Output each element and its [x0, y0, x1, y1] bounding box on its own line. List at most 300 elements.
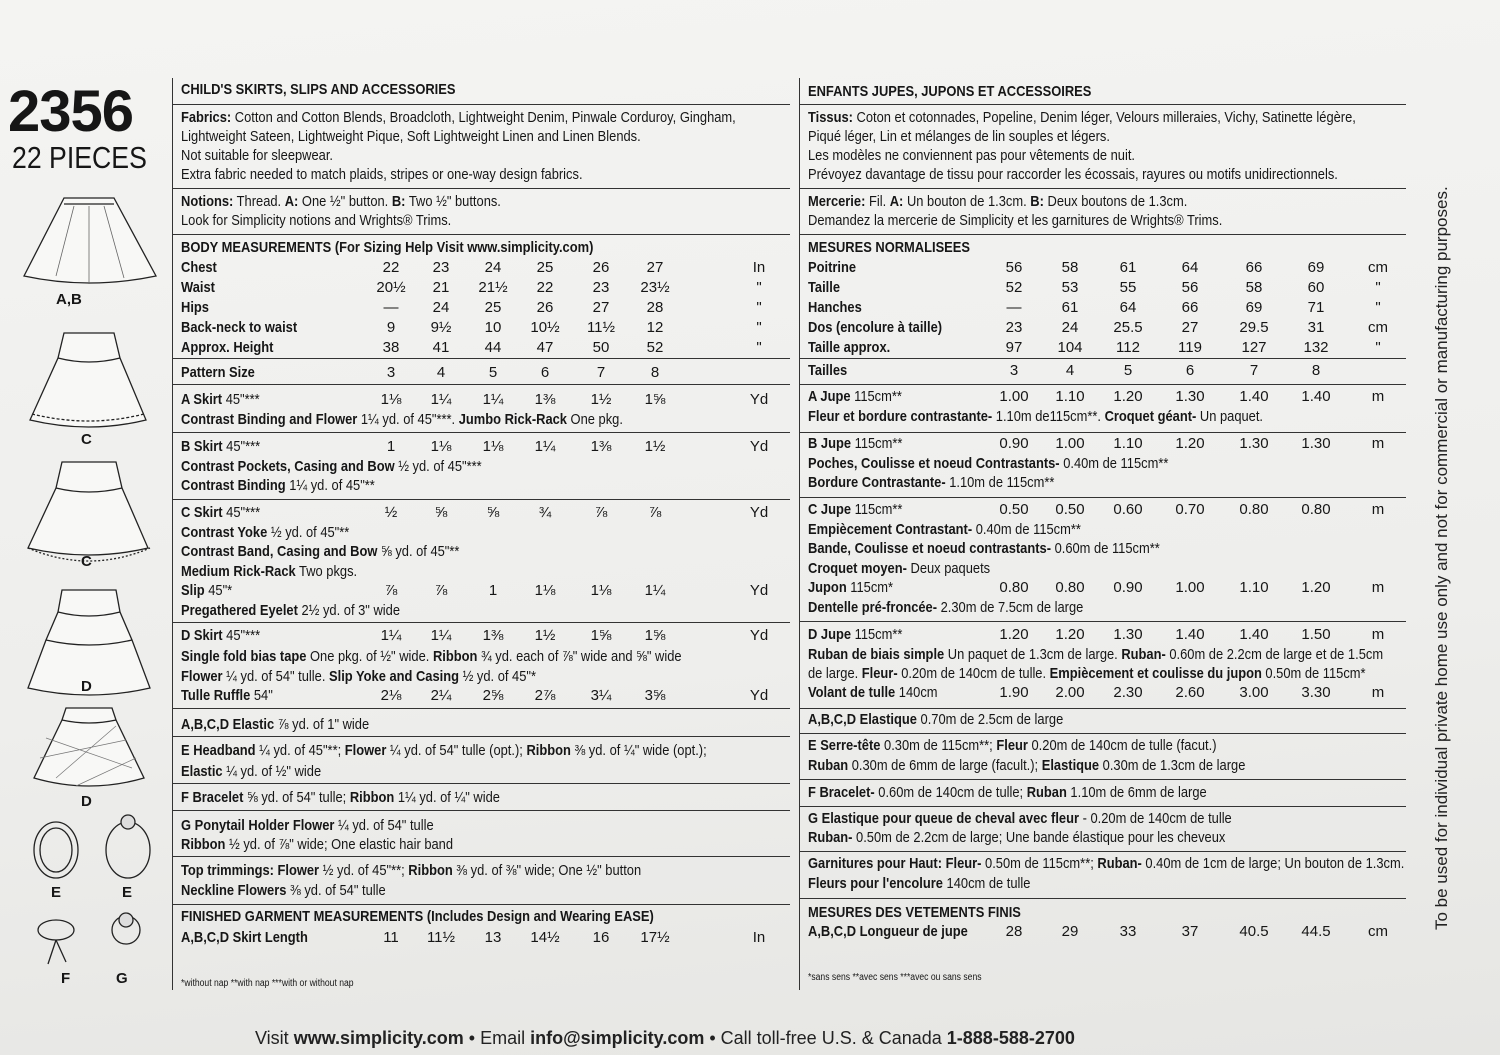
piece-count: 22 PIECES	[12, 140, 147, 175]
en-body-5-label: Approx. Height	[181, 339, 274, 356]
en-body-5-value-5: 50	[592, 339, 610, 356]
en-b-value-4: 1¼	[534, 438, 556, 455]
en-d-value-1: 1¼	[380, 627, 402, 644]
en-tulle-unit: Yd	[749, 687, 769, 704]
en-c-value-6: ⅞	[648, 504, 662, 521]
en-body-1-unit: In	[752, 259, 766, 276]
fr-top-trimmings: Garnitures pour Haut: Fleur- 0.50m de 115cm**; Ruban- 0.40m de 1cm de large; Un bouton de 1.3cm.	[808, 855, 1405, 872]
en-c-band: Contrast Band, Casing and Bow ⅝ yd. of 45"**	[181, 543, 460, 560]
en-body-2-value-4: 22	[536, 279, 554, 296]
fr-body-2-label: Taille	[808, 279, 841, 296]
en-d-value-5: 1⅝	[590, 627, 612, 644]
en-a-contrast: Contrast Binding and Flower 1¼ yd. of 45"***. Jumbo Rick-Rack One pkg.	[181, 411, 623, 428]
en-notions-line2: Look for Simplicity notions and Wrights® Trims.	[181, 212, 452, 229]
fr-body-3-value-1: —	[1006, 299, 1022, 316]
en-notions-line1: Notions: Thread. A: One ½" button. B: Two ½" buttons.	[181, 193, 501, 210]
fr-finished-value-6: 44.5	[1301, 923, 1331, 940]
en-g-divider	[173, 810, 790, 811]
fr-body-1-value-6: 69	[1307, 259, 1325, 276]
fr-d-value-1: 1.20	[999, 626, 1029, 643]
skirt-sketches	[16, 188, 186, 988]
en-d-value-6: 1⅝	[644, 627, 666, 644]
fr-a-row	[800, 387, 1406, 406]
en-fabrics-line1: Fabrics: Cotton and Cotton Blends, Broadcloth, Lightweight Denim, Pinwale Corduroy, Gingham,	[181, 109, 736, 126]
fr-a-value-1: 1.00	[999, 388, 1029, 405]
view-label-d2: D	[81, 793, 92, 810]
en-slip-value-2: ⅞	[434, 582, 448, 599]
en-finished-value-2: 11½	[426, 929, 456, 946]
en-f-divider	[173, 783, 790, 784]
en-fabrics-block	[173, 104, 790, 105]
en-slip-value-6: 1¼	[644, 582, 666, 599]
en-title: CHILD'S SKIRTS, SLIPS AND ACCESSORIES	[181, 81, 456, 98]
fr-c-value-4: 0.70	[1175, 501, 1205, 518]
en-d-divider	[173, 622, 790, 623]
en-g-ponytail: G Ponytail Holder Flower ¼ yd. of 54" tulle	[181, 817, 434, 834]
fr-neckline: Fleurs pour l'encolure 140cm de tulle	[808, 875, 1031, 892]
en-elastic-divider	[173, 708, 790, 709]
en-b-pockets: Contrast Pockets, Casing and Bow ½ yd. of 45"***	[181, 458, 482, 475]
en-top-divider	[173, 856, 790, 857]
fr-b-value-1: 0.90	[999, 435, 1029, 452]
en-a-value-3: 1¼	[482, 391, 504, 408]
fr-g-ribbon: Ruban- 0.50m de 2.2cm de large; Une bande élastique pour les cheveux	[808, 829, 1226, 846]
fr-elastic: A,B,C,D Elastique 0.70m de 2.5cm de large	[808, 711, 1064, 728]
fr-body-5-value-2: 104	[1057, 339, 1083, 356]
fr-size-value-3: 5	[1123, 362, 1133, 379]
fr-b-pockets: Poches, Coulisse et noeud Contrastants- 0.40m de 115cm**	[808, 455, 1169, 472]
en-body-1-value-3: 24	[484, 259, 502, 276]
en-d-value-2: 1¼	[430, 627, 452, 644]
fr-body-1-value-2: 58	[1061, 259, 1079, 276]
fr-body-2-value-2: 53	[1061, 279, 1079, 296]
en-e-headband: E Headband ¼ yd. of 45"**; Flower ¼ yd. of 54" tulle (opt.); Ribbon ⅜ yd. of ¼" wide (opt.);	[181, 742, 707, 759]
fr-body-5-unit: "	[1375, 339, 1381, 356]
fr-tulle-unit: m	[1371, 684, 1385, 701]
en-b-value-2: 1⅛	[430, 438, 452, 455]
fr-c-value-1: 0.50	[999, 501, 1029, 518]
fr-body-4-value-2: 24	[1061, 319, 1079, 336]
en-body-1-value-4: 25	[536, 259, 554, 276]
en-tulle-value-2: 2¼	[430, 687, 452, 704]
fr-d-bias: Ruban de biais simple Un paquet de 1.3cm de large. Ruban- 0.60m de 2.2cm de large et de 1.5cm	[808, 646, 1384, 663]
fr-tulle-value-2: 2.00	[1055, 684, 1085, 701]
headband-e2-drawing	[106, 822, 150, 878]
fr-a-divider	[800, 384, 1406, 385]
fr-finished-row	[800, 922, 1406, 941]
en-body-3-value-2: 24	[432, 299, 450, 316]
en-c-eyelet: Pregathered Eyelet 2½ yd. of 3" wide	[181, 602, 400, 619]
en-d-row	[173, 626, 790, 645]
fr-a-unit: m	[1371, 388, 1385, 405]
en-body-2-row	[173, 278, 790, 297]
en-body-2-value-6: 23½	[640, 279, 670, 296]
fr-finished-value-2: 29	[1061, 923, 1079, 940]
en-fabrics-line2: Lightweight Sateen, Lightweight Pique, Soft Lightweight Linen and Linen Blends.	[181, 128, 641, 145]
en-finished-value-4: 14½	[530, 929, 560, 946]
en-body-1-value-1: 22	[382, 259, 400, 276]
fr-a-contrast: Fleur et bordure contrastante- 1.10m de115cm**. Croquet géant- Un paquet.	[808, 408, 1264, 425]
fr-body-5-row	[800, 338, 1406, 357]
en-e-divider	[173, 736, 790, 737]
en-slip-label: Slip 45"*	[181, 582, 233, 599]
fr-d-label: D Jupe 115cm**	[808, 626, 903, 643]
en-body-4-label: Back-neck to waist	[181, 319, 298, 336]
fr-title: ENFANTS JUPES, JUPONS ET ACCESSOIRES	[808, 83, 1092, 100]
en-body-4-value-3: 10	[484, 319, 502, 336]
fr-body-4-label: Dos (encolure à taille)	[808, 319, 943, 336]
en-size-value-5: 7	[596, 364, 606, 381]
fr-notions-line2: Demandez la mercerie de Simplicity et les garnitures de Wrights® Trims.	[808, 212, 1223, 229]
en-fabrics-line4: Extra fabric needed to match plaids, stripes or one-way design fabrics.	[181, 166, 583, 183]
en-finished-label: A,B,C,D Skirt Length	[181, 929, 308, 946]
en-body-5-value-1: 38	[382, 339, 400, 356]
fr-a-value-2: 1.10	[1055, 388, 1085, 405]
fr-body-3-value-4: 66	[1181, 299, 1199, 316]
fr-body-1-value-5: 66	[1245, 259, 1263, 276]
fr-finished-label: A,B,C,D Longueur de jupe	[808, 923, 968, 940]
en-body-3-value-6: 28	[646, 299, 664, 316]
en-finished-divider	[173, 904, 790, 905]
en-b-label: B Skirt 45"***	[181, 438, 261, 455]
fr-c-label: C Jupe 115cm**	[808, 501, 903, 518]
usage-restriction-note: To be used for individual private home use only and not for commercial or manufacturing purposes.	[1432, 186, 1451, 930]
fr-body-2-row	[800, 278, 1406, 297]
skirt-d-tulle-drawing	[34, 708, 144, 786]
fr-body-2-value-5: 58	[1245, 279, 1263, 296]
view-label-c2: C	[81, 553, 92, 570]
fr-a-value-6: 1.40	[1301, 388, 1331, 405]
fr-a-value-4: 1.30	[1175, 388, 1205, 405]
bracelet-f-drawing	[38, 920, 74, 940]
en-finished-value-1: 11	[383, 929, 399, 946]
en-c-value-1: ½	[384, 504, 398, 521]
fr-finished-divider	[800, 898, 1406, 899]
fr-body-1-row	[800, 258, 1406, 277]
fr-body-4-value-1: 23	[1005, 319, 1023, 336]
fr-body-header: MESURES NORMALISEES	[808, 239, 970, 256]
fr-b-value-4: 1.20	[1175, 435, 1205, 452]
en-c-value-5: ⅞	[594, 504, 608, 521]
english-column	[172, 78, 790, 990]
fr-tulle-row	[800, 683, 1406, 702]
en-tulle-value-3: 2⅝	[482, 687, 504, 704]
en-finished-header: FINISHED GARMENT MEASUREMENTS (Includes Design and Wearing EASE)	[181, 908, 654, 925]
fr-body-1-unit: cm	[1368, 259, 1388, 276]
en-a-divider	[173, 384, 790, 385]
fr-finished-value-4: 37	[1181, 923, 1199, 940]
fr-finished-value-5: 40.5	[1239, 923, 1269, 940]
en-body-4-value-1: 9	[386, 319, 396, 336]
fr-d-flower: de large. Fleur- 0.20m de 140cm de tulle. Empiècement et coulisse du jupon 0.50m de 115cm*	[808, 665, 1366, 682]
en-top-trimmings: Top trimmings: Flower ½ yd. of 45"**; Ribbon ⅜ yd. of ⅜" wide; One ½" button	[181, 862, 642, 879]
fr-tulle-value-1: 1.90	[999, 684, 1029, 701]
view-label-g: G	[116, 970, 128, 987]
fr-c-eyelet: Dentelle pré-froncée- 2.30m de 7.5cm de large	[808, 599, 1084, 616]
fr-body-3-unit: "	[1375, 299, 1381, 316]
fr-a-value-5: 1.40	[1239, 388, 1269, 405]
en-slip-value-4: 1⅛	[534, 582, 556, 599]
footer-contact: Visit www.simplicity.com • Email info@simplicity.com • Call toll-free U.S. & Canada 1-888-588-2700	[255, 1028, 1075, 1048]
fr-body-3-value-3: 64	[1119, 299, 1137, 316]
fr-size-value-6: 8	[1311, 362, 1321, 379]
en-body-3-value-1: —	[383, 299, 399, 316]
en-body-4-value-2: 9½	[430, 319, 452, 336]
en-body-1-value-2: 23	[432, 259, 450, 276]
en-tulle-row	[173, 686, 790, 705]
en-d-value-4: 1½	[534, 627, 556, 644]
en-finished-value-6: 17½	[640, 929, 670, 946]
fr-size-value-4: 6	[1185, 362, 1195, 379]
pattern-number: 2356	[8, 79, 134, 144]
fr-c-band: Bande, Coulisse et noeud contrastants- 0.60m de 115cm**	[808, 540, 1160, 557]
fr-e-ribbon: Ruban 0.30m de 6mm de large (facult.); Elastique 0.30m de 1.3cm de large	[808, 757, 1246, 774]
en-slip-row	[173, 581, 790, 600]
en-elastic: A,B,C,D Elastic ⅞ yd. of 1" wide	[181, 716, 370, 733]
fr-finished-value-1: 28	[1005, 923, 1023, 940]
fr-tulle-value-3: 2.30	[1113, 684, 1143, 701]
en-slip-unit: Yd	[749, 582, 769, 599]
en-body-3-row	[173, 298, 790, 317]
fr-body-1-value-4: 64	[1181, 259, 1199, 276]
en-c-unit: Yd	[749, 504, 769, 521]
en-body-4-unit: "	[756, 319, 762, 336]
en-a-value-5: 1½	[590, 391, 612, 408]
en-a-value-2: 1¼	[430, 391, 452, 408]
fr-c-value-5: 0.80	[1239, 501, 1269, 518]
fr-body-4-unit: cm	[1368, 319, 1388, 336]
fr-d-row	[800, 625, 1406, 644]
en-d-label: D Skirt 45"***	[181, 627, 261, 644]
en-a-value-4: 1⅜	[534, 391, 556, 408]
en-body-5-row	[173, 338, 790, 357]
fr-body-2-value-1: 52	[1005, 279, 1023, 296]
en-body-5-unit: "	[756, 339, 762, 356]
en-tulle-value-1: 2⅛	[380, 687, 402, 704]
en-body-4-value-5: 11½	[586, 319, 616, 336]
fr-c-value-2: 0.50	[1055, 501, 1085, 518]
en-b-value-5: 1⅜	[590, 438, 612, 455]
fr-tulle-value-4: 2.60	[1175, 684, 1205, 701]
en-size-value-6: 8	[650, 364, 660, 381]
en-body-1-label: Chest	[181, 259, 217, 276]
fr-finished-header: MESURES DES VETEMENTS FINIS	[808, 904, 1021, 921]
en-body-2-value-2: 21	[432, 279, 450, 296]
fr-b-value-2: 1.00	[1055, 435, 1085, 452]
fr-d-value-5: 1.40	[1239, 626, 1269, 643]
en-b-value-1: 1	[386, 438, 396, 455]
fr-size-value-1: 3	[1009, 362, 1019, 379]
fr-slip-row	[800, 578, 1406, 597]
fr-f-bracelet: F Bracelet- 0.60m de 140cm de tulle; Ruban 1.10m de 6mm de large	[808, 784, 1207, 801]
en-finished-value-5: 16	[592, 929, 610, 946]
fr-b-unit: m	[1371, 435, 1385, 452]
en-body-5-value-2: 41	[432, 339, 450, 356]
view-label-f: F	[61, 970, 71, 987]
fr-notions-line1: Mercerie: Fil. A: Un bouton de 1.3cm. B: Deux boutons de 1.3cm.	[808, 193, 1188, 210]
fr-slip-value-3: 0.90	[1113, 579, 1143, 596]
fr-body-2-value-4: 56	[1181, 279, 1199, 296]
footer-website-link[interactable]: www.simplicity.com	[293, 1028, 464, 1048]
en-slip-value-5: 1⅛	[590, 582, 612, 599]
en-a-value-1: 1⅛	[380, 391, 402, 408]
en-body-header: BODY MEASUREMENTS (For Sizing Help Visit www.simplicity.com)	[181, 239, 594, 256]
fr-d-unit: m	[1371, 626, 1385, 643]
en-d-value-3: 1⅜	[482, 627, 504, 644]
fr-b-label: B Jupe 115cm**	[808, 435, 903, 452]
fr-body-3-value-6: 71	[1307, 299, 1325, 316]
en-body-3-value-5: 27	[592, 299, 610, 316]
en-body-3-value-3: 25	[484, 299, 502, 316]
en-neckline: Neckline Flowers ⅜ yd. of 54" tulle	[181, 882, 386, 899]
en-body-2-unit: "	[756, 279, 762, 296]
en-body-4-row	[173, 318, 790, 337]
fr-d-divider	[800, 621, 1406, 622]
en-size-label: Pattern Size	[181, 364, 255, 381]
fr-body-2-value-6: 60	[1307, 279, 1325, 296]
en-body-3-value-4: 26	[536, 299, 554, 316]
fr-tulle-value-6: 3.30	[1301, 684, 1331, 701]
view-label-d1: D	[81, 678, 92, 695]
en-body-2-value-1: 20½	[376, 279, 406, 296]
view-label-e1: E	[51, 884, 62, 901]
en-d-bias: Single fold bias tape One pkg. of ½" wide. Ribbon ¾ yd. each of ⅞" wide and ⅝" wide	[181, 648, 682, 665]
fr-fabrics-divider	[800, 104, 1406, 105]
fr-c-rick: Croquet moyen- Deux paquets	[808, 560, 991, 577]
en-b-binding: Contrast Binding 1¼ yd. of 45"**	[181, 477, 375, 494]
en-size-value-3: 5	[488, 364, 498, 381]
fr-c-unit: m	[1371, 501, 1385, 518]
en-c-divider	[173, 499, 790, 500]
en-body-4-value-4: 10½	[530, 319, 560, 336]
fr-a-label: A Jupe 115cm**	[808, 388, 902, 405]
fr-body-5-value-5: 127	[1241, 339, 1267, 356]
fr-body-5-value-3: 112	[1116, 339, 1140, 356]
footer-email-link[interactable]: info@simplicity.com	[530, 1028, 705, 1048]
fr-b-value-5: 1.30	[1239, 435, 1269, 452]
en-tulle-value-5: 3¼	[590, 687, 612, 704]
en-size-value-2: 4	[436, 364, 446, 381]
en-size-value-4: 6	[540, 364, 550, 381]
en-footnote: *without nap **with nap ***with or without nap	[181, 978, 354, 989]
fr-tulle-label: Volant de tulle 140cm	[808, 684, 938, 701]
fr-body-4-row	[800, 318, 1406, 337]
fr-body-3-row	[800, 298, 1406, 317]
fr-b-binding: Bordure Contrastante- 1.10m de 115cm**	[808, 474, 1055, 491]
view-label-e2: E	[122, 884, 133, 901]
en-finished-row	[173, 928, 790, 947]
en-body-3-label: Hips	[181, 299, 209, 316]
fr-body-2-value-3: 55	[1119, 279, 1137, 296]
fr-finished-value-3: 33	[1119, 923, 1137, 940]
en-b-unit: Yd	[749, 438, 769, 455]
fr-body-3-label: Hanches	[808, 299, 862, 316]
fr-body-1-value-1: 56	[1005, 259, 1023, 276]
en-body-5-value-4: 47	[536, 339, 554, 356]
en-c-rick: Medium Rick-Rack Two pkgs.	[181, 563, 358, 580]
fr-b-row	[800, 434, 1406, 453]
fr-body-4-value-6: 31	[1307, 319, 1325, 336]
en-finished-value-3: 13	[484, 929, 502, 946]
en-c-value-2: ⅝	[434, 504, 448, 521]
fr-b-value-3: 1.10	[1113, 435, 1143, 452]
fr-d-value-3: 1.30	[1113, 626, 1143, 643]
en-size-divider	[173, 358, 790, 359]
view-label-ab: A,B	[56, 291, 82, 308]
en-size-row	[173, 363, 790, 382]
en-d-flower: Flower ¼ yd. of 54" tulle. Slip Yoke and Casing ½ yd. of 45"*	[181, 668, 537, 685]
fr-fabrics-line1: Tissus: Coton et cotonnades, Popeline, Denim léger, Velours milleraies, Vichy, Satinette légère,	[808, 109, 1356, 126]
fr-a-value-3: 1.20	[1113, 388, 1143, 405]
fr-body-divider	[800, 234, 1406, 235]
en-body-1-row	[173, 258, 790, 277]
en-tulle-value-6: 3⅝	[644, 687, 666, 704]
fr-size-row	[800, 361, 1406, 380]
en-slip-value-3: 1	[488, 582, 498, 599]
fr-c-yoke: Empiècement Contrastant- 0.40m de 115cm**	[808, 521, 1081, 538]
fr-finished-unit: cm	[1368, 923, 1388, 940]
en-body-divider	[173, 234, 790, 235]
en-c-yoke: Contrast Yoke ½ yd. of 45"**	[181, 524, 350, 541]
fr-slip-label: Jupon 115cm*	[808, 579, 894, 596]
en-body-4-value-6: 12	[646, 319, 664, 336]
fr-b-value-6: 1.30	[1301, 435, 1331, 452]
en-g-ribbon: Ribbon ½ yd. of ⅞" wide; One elastic hair band	[181, 836, 454, 853]
fr-fabrics-line2: Piqué léger, Lin et mélanges de lin souples et légers.	[808, 128, 1110, 145]
fr-slip-value-4: 1.00	[1175, 579, 1205, 596]
en-body-2-value-3: 21½	[478, 279, 508, 296]
fr-size-label: Tailles	[808, 362, 848, 379]
fr-notions-divider	[800, 188, 1406, 189]
en-c-value-4: ¾	[538, 504, 552, 521]
fr-body-4-value-3: 25.5	[1113, 319, 1143, 336]
en-tulle-value-4: 2⅞	[534, 687, 556, 704]
en-e-elastic: Elastic ¼ yd. of ½" wide	[181, 763, 322, 780]
fr-size-divider	[800, 358, 1406, 359]
fr-d-value-2: 1.20	[1055, 626, 1085, 643]
skirt-c-eyelet-drawing	[28, 462, 148, 555]
fr-footnote: *sans sens **avec sens ***avec ou sans sens	[808, 972, 982, 983]
fr-body-5-value-1: 97	[1005, 339, 1023, 356]
en-a-row	[173, 390, 790, 409]
fr-body-1-label: Poitrine	[808, 259, 857, 276]
fr-c-divider	[800, 497, 1406, 498]
fr-e-headband: E Serre-tête 0.30m de 115cm**; Fleur 0.20m de 140cm de tulle (facut.)	[808, 737, 1217, 754]
footer-phone[interactable]: 1-888-588-2700	[946, 1028, 1075, 1048]
fr-body-1-value-3: 61	[1119, 259, 1137, 276]
fr-g-divider	[800, 806, 1406, 807]
en-b-value-3: 1⅛	[482, 438, 504, 455]
en-b-value-6: 1½	[644, 438, 666, 455]
fr-fabrics-line3: Les modèles ne conviennent pas pour vêtements de nuit.	[808, 147, 1136, 164]
en-a-value-6: 1⅝	[644, 391, 666, 408]
fr-e-divider	[800, 733, 1406, 734]
fr-g-ponytail: G Elastique pour queue de cheval avec fleur - 0.20m de 140cm de tulle	[808, 810, 1232, 827]
en-body-2-value-5: 23	[592, 279, 610, 296]
en-c-row	[173, 503, 790, 522]
en-tulle-label: Tulle Ruffle 54"	[181, 687, 273, 704]
en-slip-value-1: ⅞	[384, 582, 398, 599]
fr-size-value-2: 4	[1065, 362, 1075, 379]
view-label-c1: C	[81, 431, 92, 448]
fr-slip-value-6: 1.20	[1301, 579, 1331, 596]
fr-body-5-value-6: 132	[1303, 339, 1329, 356]
en-finished-unit: In	[752, 929, 766, 946]
fr-c-value-6: 0.80	[1301, 501, 1331, 518]
fr-slip-value-5: 1.10	[1239, 579, 1269, 596]
fr-body-5-label: Taille approx.	[808, 339, 891, 356]
fr-f-divider	[800, 779, 1406, 780]
